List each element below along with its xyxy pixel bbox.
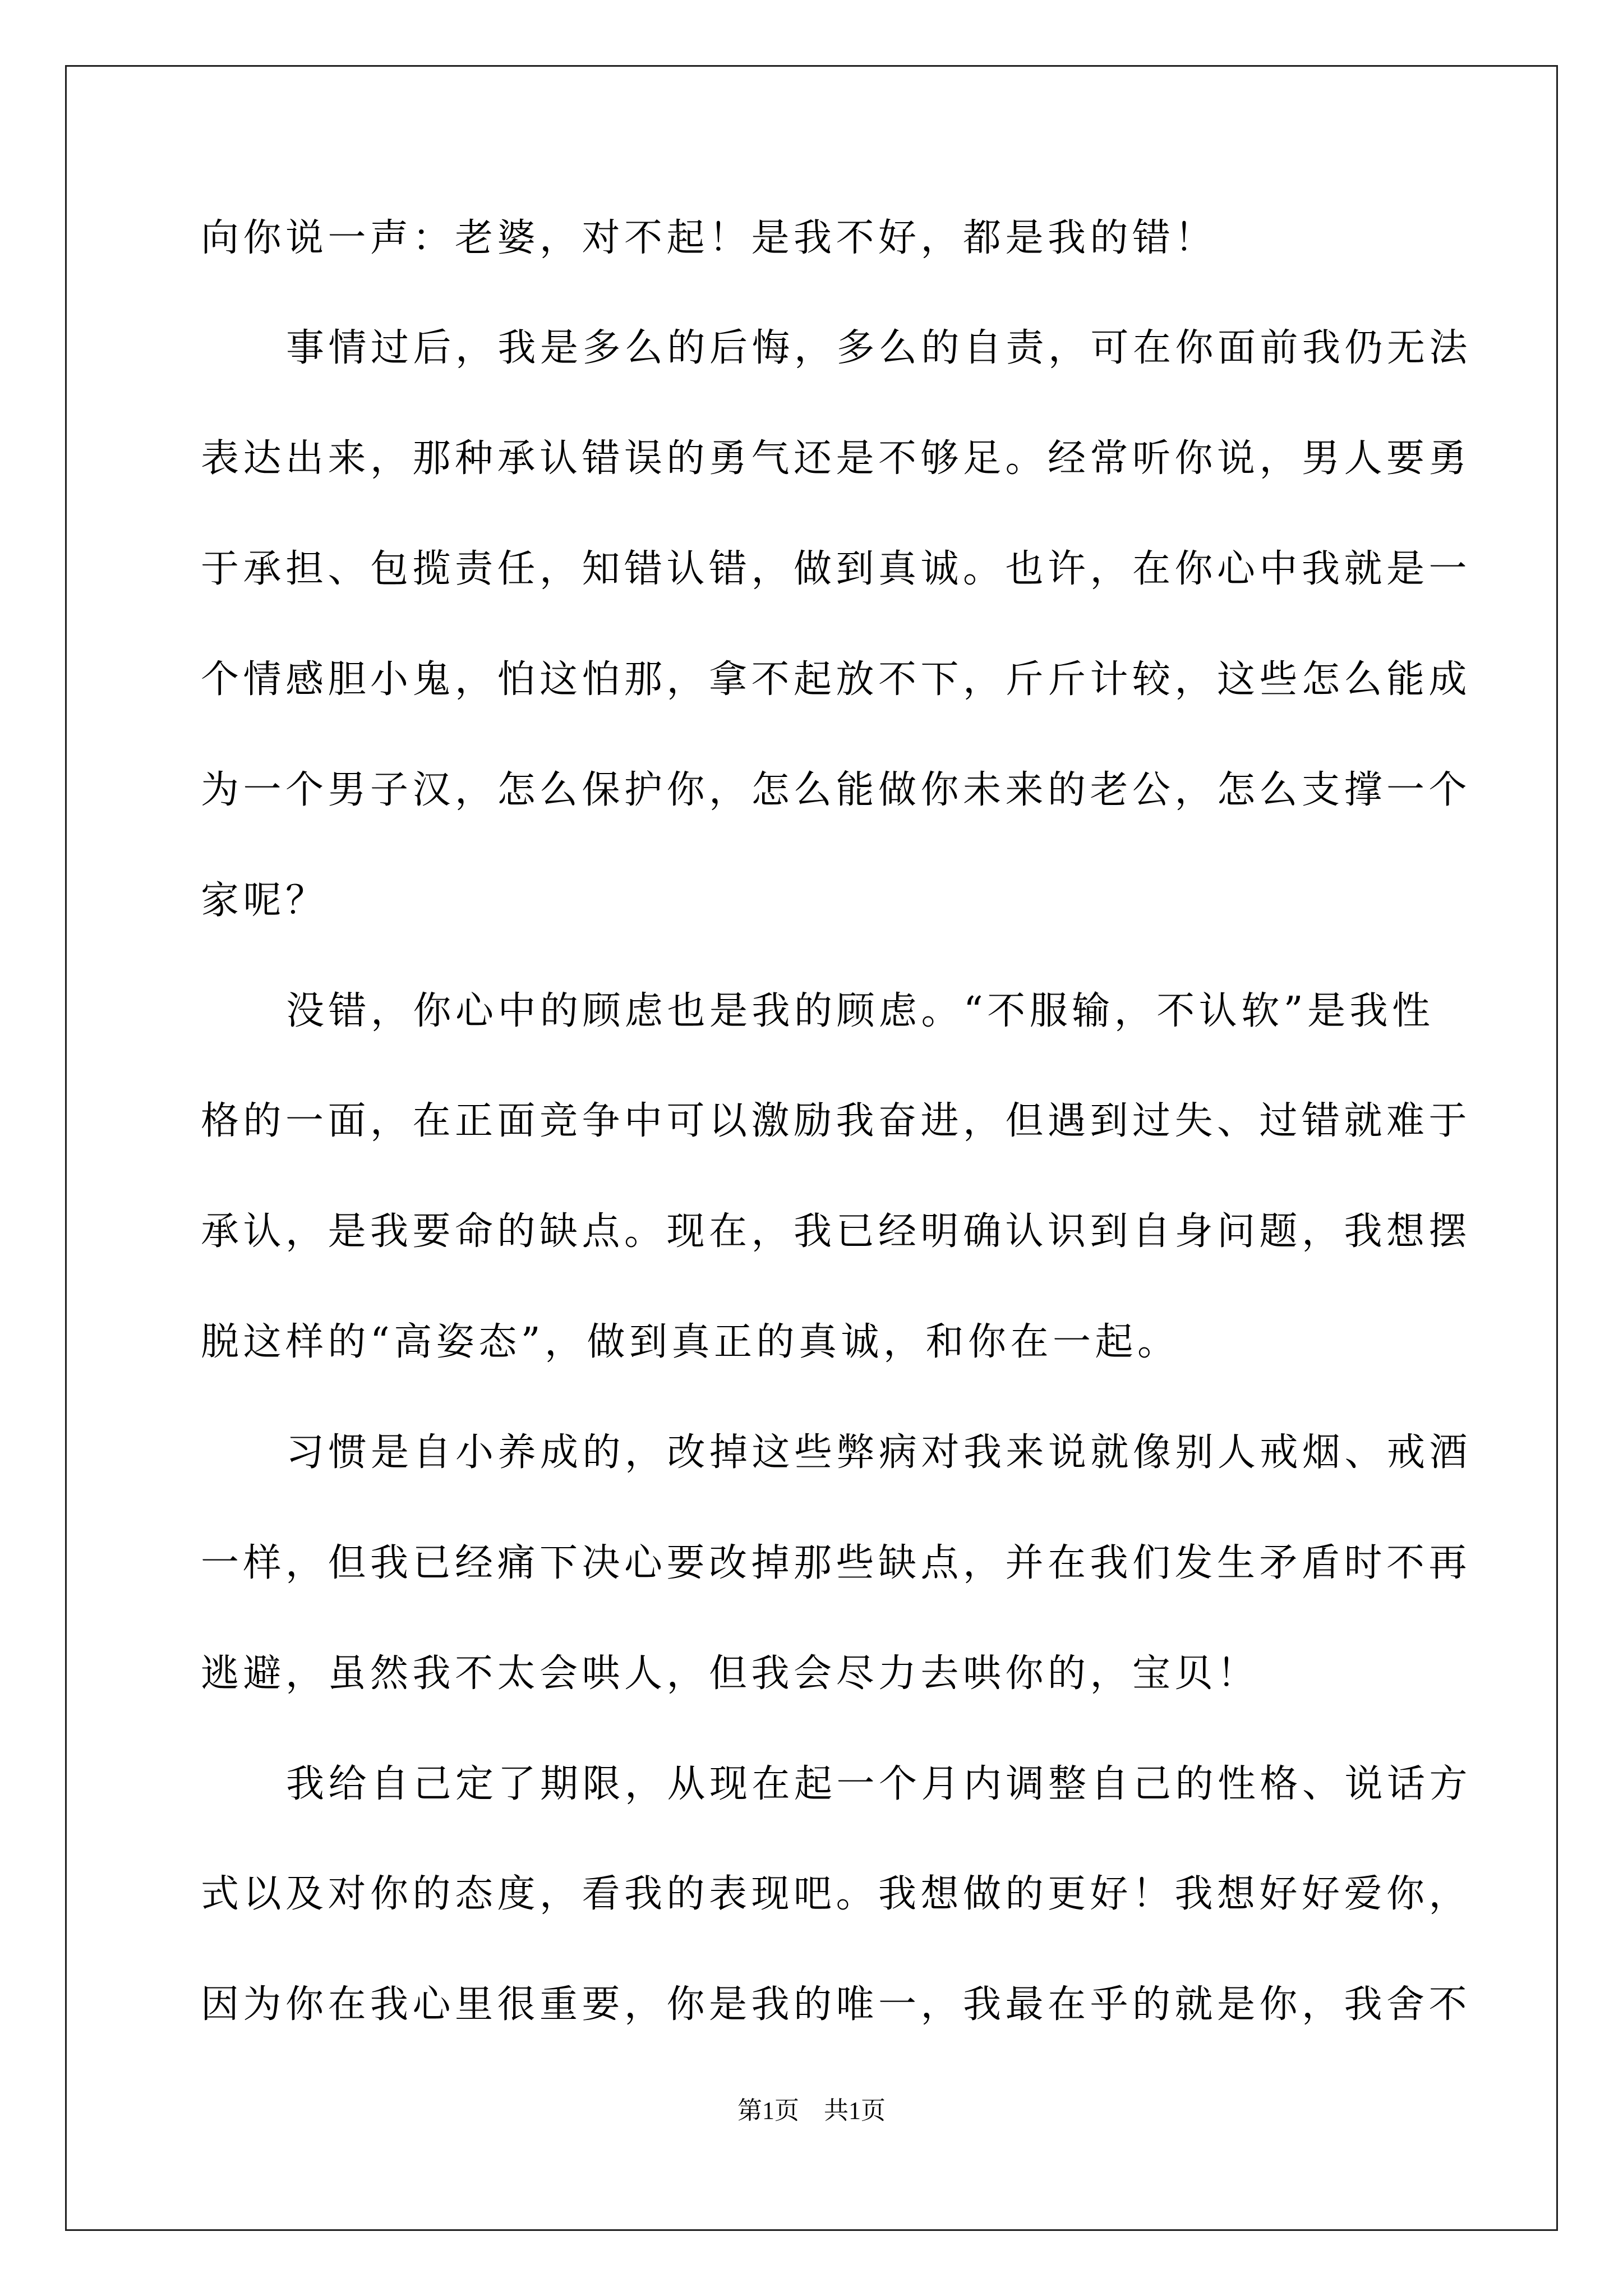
text-line: 于承担、包揽责任，知错认错，做到真诚。也许，在你心中我就是一 bbox=[201, 547, 1472, 591]
text-line: 习惯是自小养成的，改掉这些弊病对我来说就像别人戒烟、戒酒 bbox=[286, 1430, 1472, 1475]
text-line: 因为你在我心里很重要，你是我的唯一，我最在乎的就是你，我舍不 bbox=[201, 1982, 1472, 2027]
text-line: 没错，你心中的顾虑也是我的顾虑。“不服输，不认软”是我性 bbox=[286, 989, 1435, 1033]
text-line: 一样，但我已经痛下决心要改掉那些缺点，并在我们发生矛盾时不再 bbox=[201, 1541, 1472, 1585]
text-line: 向你说一声：老婆，对不起！是我不好，都是我的错！ bbox=[201, 216, 1218, 260]
text-line: 脱这样的“高姿态”，做到真正的真诚，和你在一起。 bbox=[201, 1320, 1180, 1364]
text-line: 我给自己定了期限，从现在起一个月内调整自己的性格、说话方 bbox=[286, 1762, 1472, 1806]
text-line: 逃避，虽然我不太会哄人，但我会尽力去哄你的，宝贝！ bbox=[201, 1651, 1260, 1696]
text-line: 为一个男子汉，怎么保护你，怎么能做你未来的老公，怎么支撑一个 bbox=[201, 768, 1472, 812]
text-line: 格的一面，在正面竞争中可以激励我奋进，但遇到过失、过错就难于 bbox=[201, 1099, 1472, 1143]
page-footer: 第1页 共1页 bbox=[737, 2097, 886, 2124]
text-line: 个情感胆小鬼，怕这怕那，拿不起放不下，斤斤计较，这些怎么能成 bbox=[201, 657, 1472, 702]
text-line: 承认，是我要命的缺点。现在，我已经明确认识到自身问题，我想摆 bbox=[201, 1209, 1472, 1254]
text-line: 家呢？ bbox=[201, 878, 328, 923]
text-line: 表达出来，那种承认错误的勇气还是不够足。经常听你说，男人要勇 bbox=[201, 436, 1472, 481]
text-line: 式以及对你的态度，看我的表现吧。我想做的更好！我想好好爱你， bbox=[201, 1872, 1472, 1916]
text-line: 事情过后，我是多么的后悔，多么的自责，可在你面前我仍无法 bbox=[286, 326, 1472, 370]
